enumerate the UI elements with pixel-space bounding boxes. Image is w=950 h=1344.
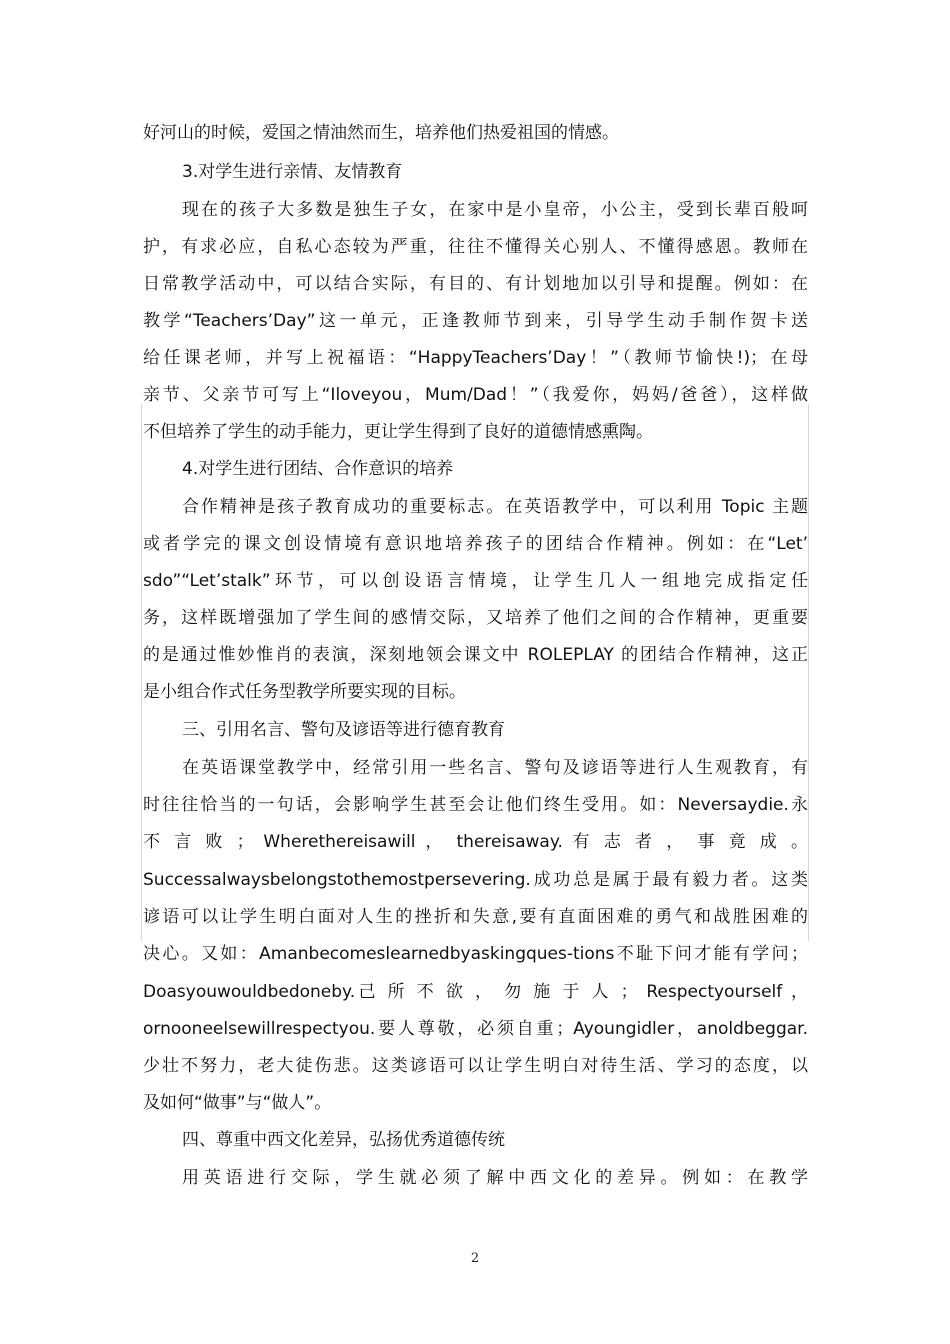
paragraph-line: Successalwaysbelongstothemostpersevering.成功总是属于最有毅力者。这类 [143,870,808,890]
paragraph-line: 或者学完的课文创设情境有意识地培养孩子的团结合作精神。例如：在“Let’ [143,534,808,554]
paragraph-line: 少壮不努力，老大徒伤悲。这类谚语可以让学生明白对待生活、学习的态度，以 [143,1056,808,1076]
paragraph-line: 用英语进行交际，学生就必须了解中西文化的差异。例如：在教学 [182,1168,808,1188]
paragraph-line: 不 言 败 ； Wherethereisawill ， thereisaway. 有 志 者 ， 事 竟 成 。 [143,832,808,852]
paragraph-line: 教学“Teachers’Day”这一单元，正逢教师节到来，引导学生动手制作贺卡送 [143,311,808,331]
paragraph-line: 及如何“做事”与“做人”。 [143,1093,332,1113]
paragraph-line: 谚语可以让学生明白面对人生的挫折和失意,要有直面困难的勇气和战胜困难的 [143,907,808,927]
paragraph-line: 务，这样既增强加了学生间的感情交际，又培养了他们之间的合作精神，更重要 [143,608,808,628]
paragraph-line: 不但培养了学生的动手能力，更让学生得到了良好的道德情感熏陶。 [143,422,653,442]
section-heading: 三、引用名言、警句及谚语等进行德育教育 [182,720,505,740]
paragraph-line: 亲节、父亲节可写上“Iloveyou，Mum/Dad！”（我爱你，妈妈/爸爸），这样做 [143,385,808,405]
paragraph-line: 现在的孩子大多数是独生子女，在家中是小皇帝，小公主，受到长辈百般呵 [182,200,808,220]
paragraph-line: 决心。又如：Amanbecomeslearnedbyaskingques-tions不耻下问才能有学问； [143,944,808,964]
paragraph-line: 日常教学活动中，可以结合实际，有目的、有计划地加以引导和提醒。例如：在 [143,274,808,294]
paragraph-line: 时往往恰当的一句话，会影响学生甚至会让他们终生受用。如：Neversaydie.永 [143,795,808,815]
paragraph-line: Doasyouwouldbedoneby.己 所 不 欲 ， 勿 施 于 人 ； Respectyourself ， [143,982,808,1002]
paragraph-line: 是小组合作式任务型教学所要实现的目标。 [143,682,466,702]
paragraph-line: 的是通过惟妙惟肖的表演，深刻地领会课文中 ROLEPLAY 的团结合作精神，这正 [143,645,808,665]
paragraph-line: sdo”“Let’stalk”环节，可以创设语言情境，让学生几人一组地完成指定任 [143,571,808,591]
paragraph-line: 在英语课堂教学中，经常引用一些名言、警句及谚语等进行人生观教育，有 [182,758,808,778]
paragraph-line: 合作精神是孩子教育成功的重要标志。在英语教学中，可以利用 Topic 主题 [182,497,808,517]
paragraph-line: 护，有求必应，自私心态较为严重，往往不懂得关心别人、不懂得感恩。教师在 [143,237,808,257]
text-frame-border [141,404,809,941]
section-heading: 3.对学生进行亲情、友情教育 [182,162,403,182]
section-heading: 四、尊重中西文化差异，弘扬优秀道德传统 [182,1130,505,1150]
page-number: 2 [470,1251,480,1266]
section-heading: 4.对学生进行团结、合作意识的培养 [182,459,454,479]
paragraph-line: 给任课老师，并写上祝福语：“HappyTeachers’Day！”（教师节愉快!)；在母 [143,348,808,368]
paragraph-line: 好河山的时候，爱国之情油然而生，培养他们热爱祖国的情感。 [143,123,619,143]
paragraph-line: ornooneelsewillrespectyou.要人尊敬，必须自重；Ayoungidler，anoldbeggar. [143,1019,808,1039]
